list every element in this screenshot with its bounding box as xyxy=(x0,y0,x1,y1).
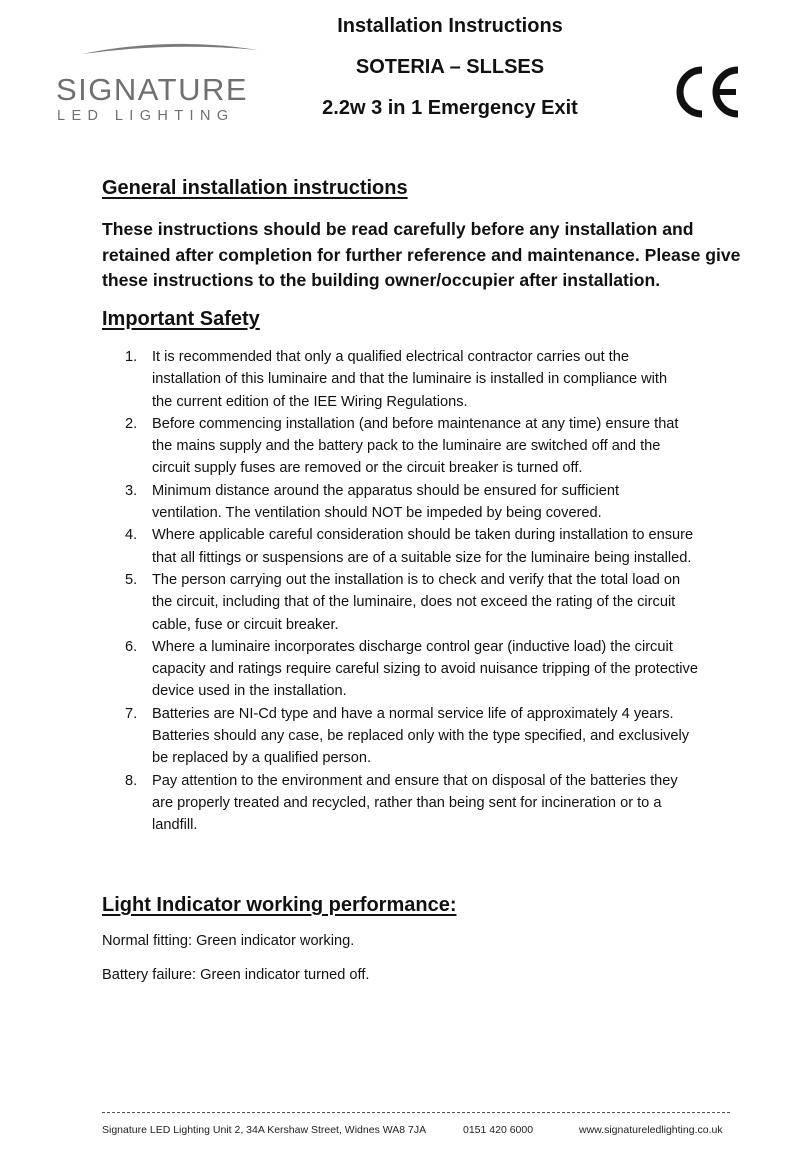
item-line: Before commencing installation (and before maintenance at any time) ensure that xyxy=(152,415,679,432)
item-number: 6. xyxy=(125,638,138,655)
item-line: cable, fuse or circuit breaker. xyxy=(152,616,339,633)
logo-tagline: LED LIGHTING xyxy=(57,108,235,124)
item-line: Batteries are NI-Cd type and have a normal service life of approximately 4 years. xyxy=(152,705,674,722)
intro-line: retained after completion for further reference and maintenance. Please give xyxy=(102,244,741,265)
title-line-2: SOTERIA – SLLSES xyxy=(355,56,545,78)
indicator-heading: Light Indicator working performance: xyxy=(102,894,457,916)
list-item xyxy=(102,346,752,413)
intro-line: these instructions to the building owner/occupier after installation. xyxy=(102,270,661,290)
item-number: 8. xyxy=(125,772,138,789)
list-item xyxy=(102,703,752,770)
item-line: Pay attention to the environment and ensure that on disposal of the batteries they xyxy=(152,772,678,789)
item-line: Where applicable careful consideration should be taken during installation to ensure xyxy=(152,527,694,544)
item-line: It is recommended that only a qualified electrical contractor carries out the xyxy=(152,349,629,365)
footer-phone: 0151 420 6000 xyxy=(463,1124,534,1136)
item-number: 4. xyxy=(125,527,138,544)
footer-website[interactable]: www.signatureledlighting.co.uk xyxy=(579,1124,723,1136)
list-item xyxy=(102,480,752,525)
safety-heading: Important Safety xyxy=(102,308,260,330)
indicator-failure: Battery failure: Green indicator turned off. xyxy=(102,967,370,983)
list-item xyxy=(102,524,752,569)
footer-address: Signature LED Lighting Unit 2, 34A Kershaw Street, Widnes WA8 7JA xyxy=(102,1124,427,1136)
item-line: landfill. xyxy=(152,817,198,834)
item-line: the mains supply and the battery pack to the luminaire are switched off and the xyxy=(152,438,661,455)
item-line: be replaced by a qualified person. xyxy=(152,750,372,767)
item-number: 7. xyxy=(125,705,138,722)
safety-list xyxy=(102,346,752,837)
item-number: 2. xyxy=(125,415,138,432)
company-logo xyxy=(50,38,270,128)
ce-mark-icon xyxy=(672,64,742,120)
intro-line: These instructions should be read carefully before any installation and xyxy=(102,219,694,239)
general-intro xyxy=(102,217,752,294)
item-number: 5. xyxy=(125,571,138,588)
list-item xyxy=(102,770,752,837)
document-title xyxy=(300,12,600,135)
logo-wordmark: SIGNATURE xyxy=(56,72,249,107)
general-heading: General installation instructions xyxy=(102,177,408,199)
item-line: circuit supply fuses are removed or the circuit breaker is turned off. xyxy=(152,460,583,477)
list-item xyxy=(102,413,752,480)
item-number: 1. xyxy=(125,349,138,365)
list-item xyxy=(102,636,752,703)
item-line: the circuit, including that of the luminaire, does not exceed the rating of the circuit xyxy=(152,594,676,611)
item-line: that all fittings or suspensions are of a suitable size for the luminaire being installed. xyxy=(152,549,692,566)
item-line: Batteries should any case, be replaced only with the type specified, and exclusively xyxy=(152,728,690,745)
indicator-normal: Normal fitting: Green indicator working. xyxy=(102,933,355,949)
title-line-3: 2.2w 3 in 1 Emergency Exit xyxy=(322,97,578,119)
item-line: Where a luminaire incorporates discharge control gear (inductive load) the circuit xyxy=(152,638,673,655)
item-line: The person carrying out the installation is to check and verify that the total load on xyxy=(152,571,681,588)
list-item xyxy=(102,569,752,636)
item-line: device used in the installation. xyxy=(152,683,347,700)
item-line: ventilation. The ventilation should NOT be impeded by being covered. xyxy=(152,505,602,522)
title-line-1: Installation Instructions xyxy=(337,15,563,37)
item-line: are properly treated and recycled, rather than being sent for incineration or to a xyxy=(152,794,662,811)
item-line: capacity and ratings require careful sizing to avoid nuisance tripping of the protective xyxy=(152,661,698,678)
footer-divider xyxy=(102,1112,730,1113)
item-line: the current edition of the IEE Wiring Regulations. xyxy=(152,393,468,410)
item-line: Minimum distance around the apparatus should be ensured for sufficient xyxy=(152,482,620,499)
item-number: 3. xyxy=(125,482,138,499)
logo-swoosh-icon xyxy=(80,38,260,60)
item-line: installation of this luminaire and that the luminaire is installed in compliance with xyxy=(152,371,668,388)
